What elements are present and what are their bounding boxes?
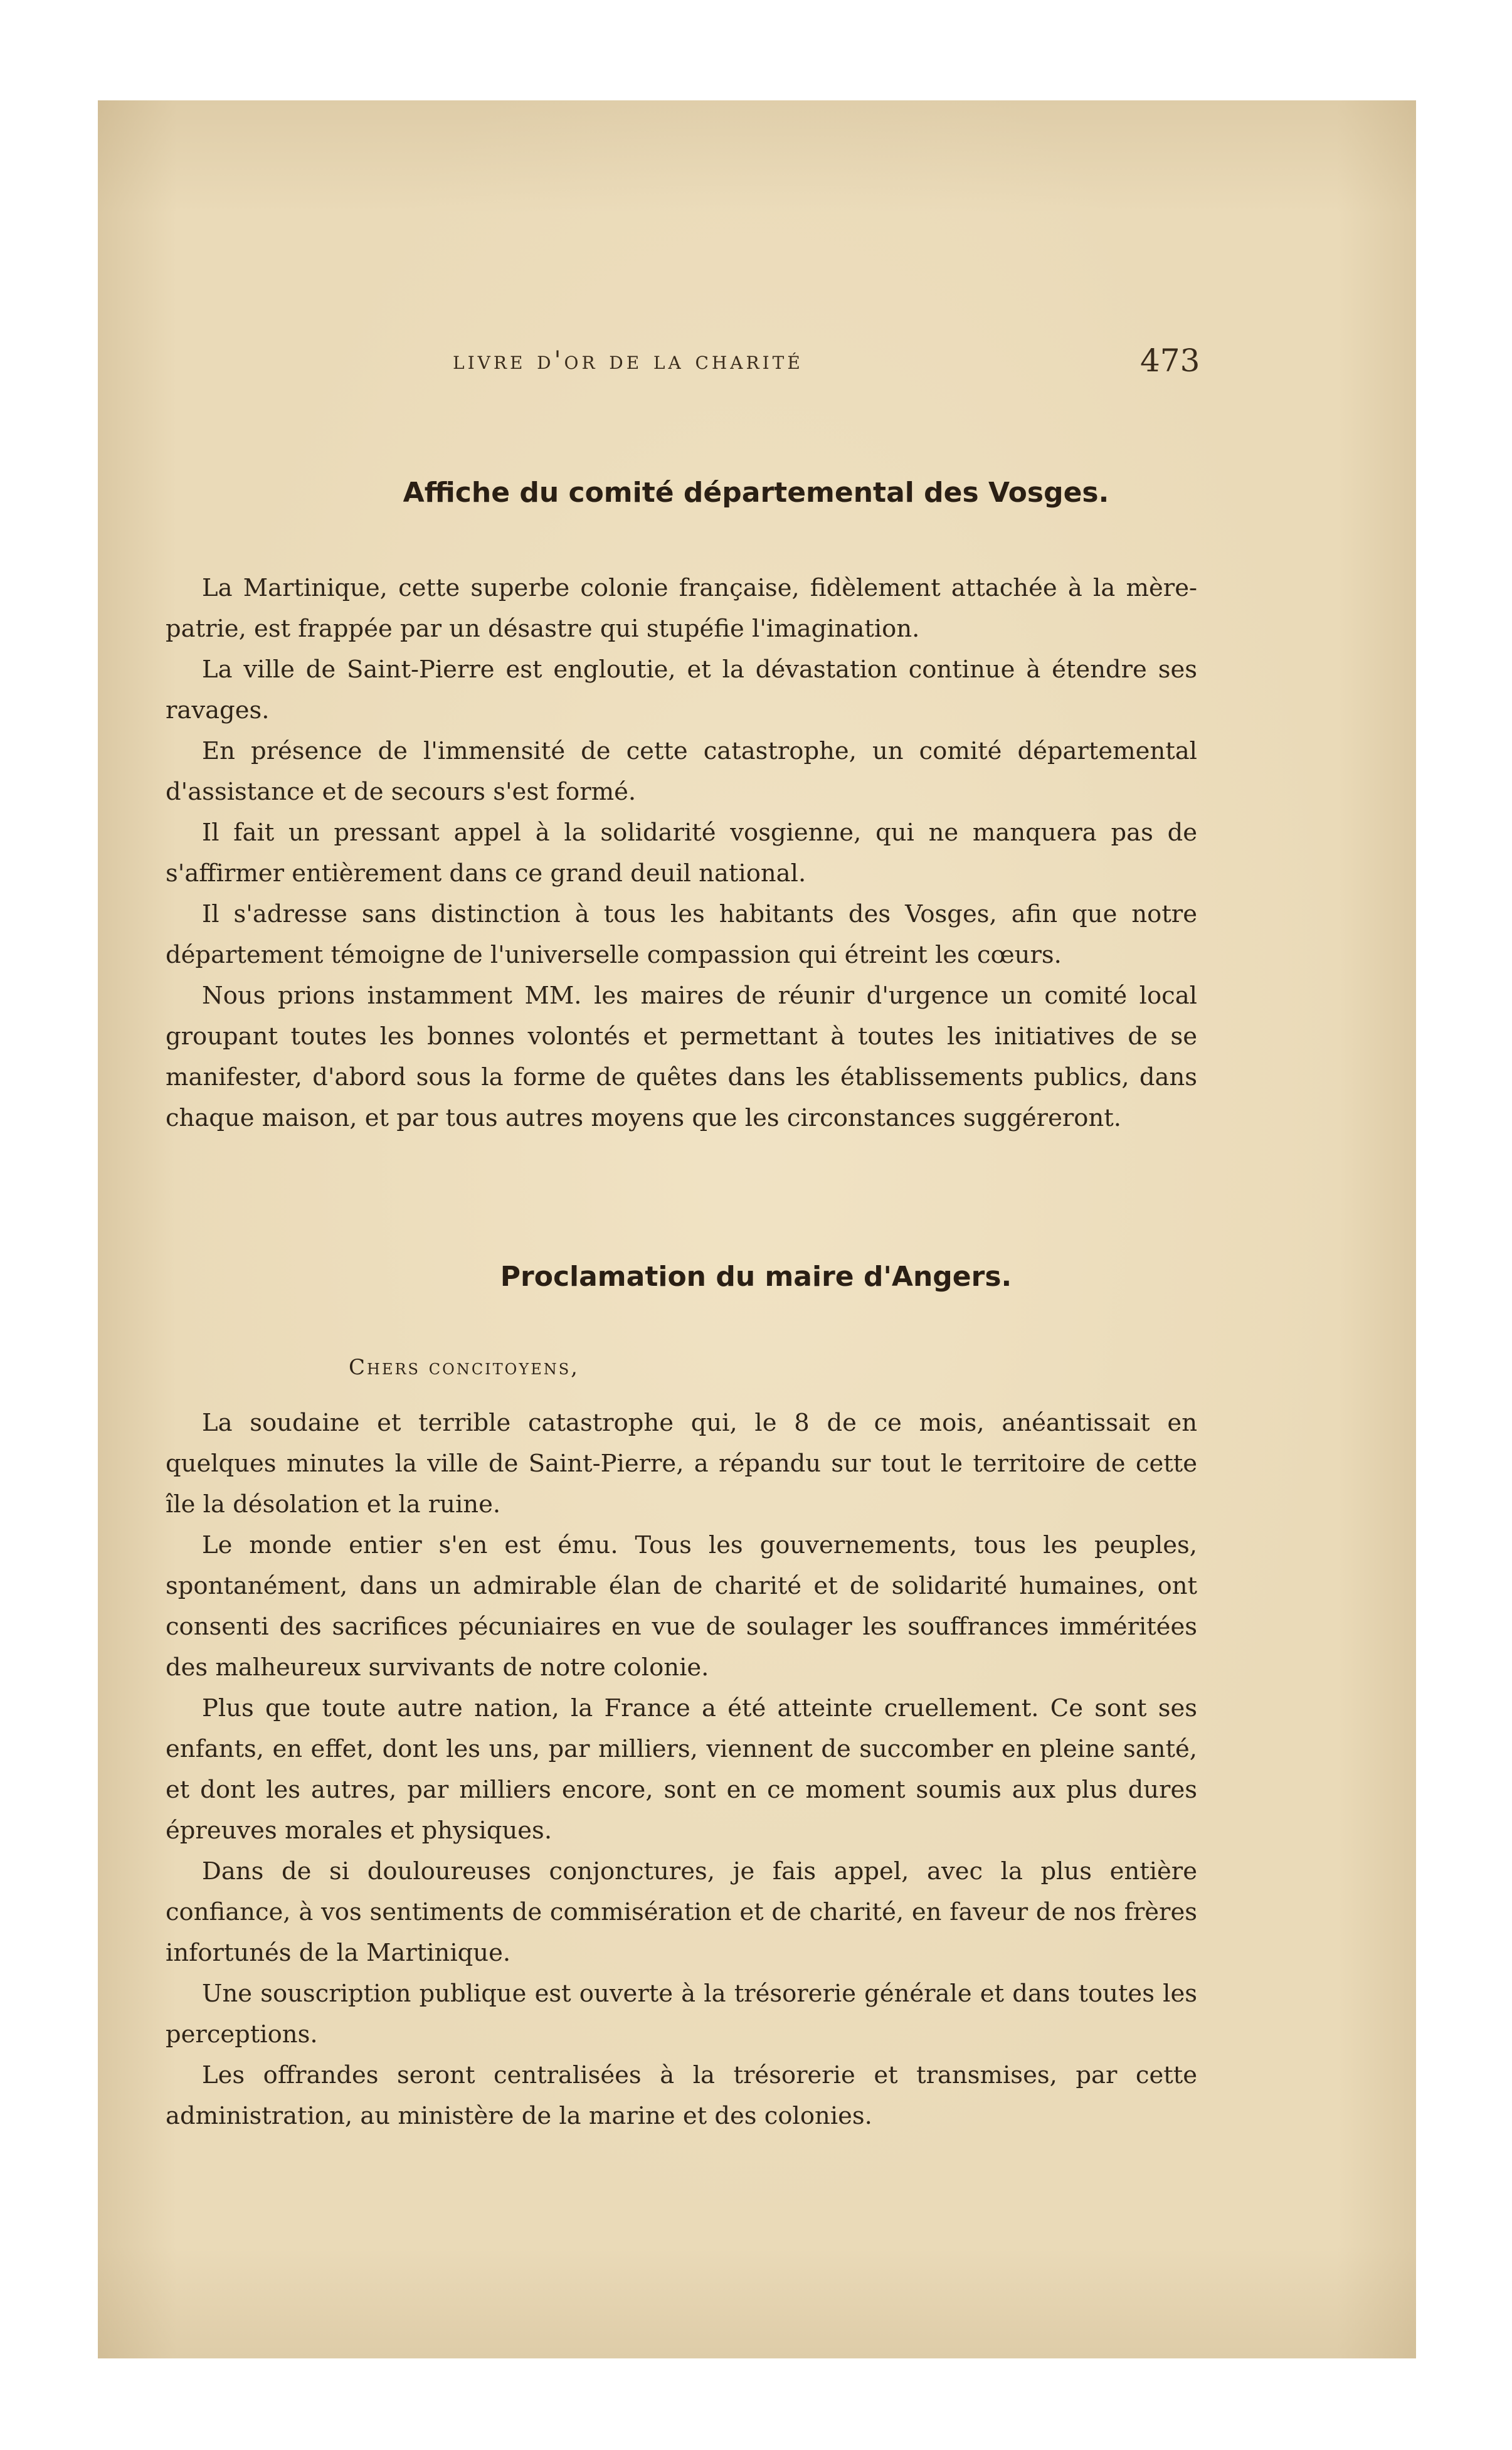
paragraph: Il s'adresse sans distinction à tous les habitants des Vosges, afin que notre département témoigne de l'universelle compassion qui étreint les cœurs. <box>166 900 1197 969</box>
section-title-vosges: Affiche du comité départemental des Vosges. <box>403 477 1109 509</box>
paragraph: Dans de si douloureuses conjonctures, je fais appel, avec la plus entière confiance, à vos sentiments de commisération et de charité, en faveur de nos frères infortunés de la Martinique. <box>166 1857 1197 1967</box>
salutation: Chers concitoyens, <box>349 1355 579 1380</box>
paragraph: Les offrandes seront centralisées à la trésorerie et transmises, par cette administration, au ministère de la marine et des colonies. <box>166 2061 1197 2130</box>
paragraph: Le monde entier s'en est ému. Tous les gouvernements, tous les peuples, spontanément, dans un admirable élan de charité et de solidarité humaines, ont consenti des sacrifices pécuniaires en vue de soulager les souffrances imméritées des malheureux survivants de notre colonie. <box>166 1531 1197 1682</box>
paragraph: La Martinique, cette superbe colonie française, fidèlement attachée à la mère-patrie, est frappée par un désastre qui stupéfie l'imagination. <box>166 574 1197 643</box>
page-number: 473 <box>1140 342 1200 379</box>
paragraph: Une souscription publique est ouverte à la trésorerie générale et dans toutes les perceptions. <box>166 1980 1197 2049</box>
paragraph: La soudaine et terrible catastrophe qui, le 8 de ce mois, anéantissait en quelques minutes la ville de Saint-Pierre, a répandu sur tout le territoire de cette île la désolation et la ruine. <box>166 1409 1197 1519</box>
paragraph: La ville de Saint-Pierre est engloutie, et la dévastation continue à étendre ses ravages. <box>166 655 1197 724</box>
paragraph: Il fait un pressant appel à la solidarité vosgienne, qui ne manquera pas de s'affirmer entièrement dans ce grand deuil national. <box>166 819 1197 888</box>
running-header <box>0 342 1512 384</box>
paragraph: Plus que toute autre nation, la France a été atteinte cruellement. Ce sont ses enfants, en effet, dont les uns, par milliers, viennent de succomber en pleine santé, et dont les autres, par milliers encore, sont en ce moment soumis aux plus dures épreuves morales et physiques. <box>166 1694 1197 1845</box>
running-title: livre d'or de la charité <box>453 346 803 375</box>
paragraph: En présence de l'immensité de cette catastrophe, un comité départemental d'assistance et de secours s'est formé. <box>166 737 1197 806</box>
section-title-angers: Proclamation du maire d'Angers. <box>500 1261 1012 1293</box>
section-body-angers <box>166 1403 1197 2136</box>
paragraph: Nous prions instamment MM. les maires de réunir d'urgence un comité local groupant toutes les bonnes volontés et permettant à toutes les initiatives de se manifester, d'abord sous la forme de quêtes dans les établissements publics, dans chaque maison, et par tous autres moyens que les circonstances suggéreront. <box>166 982 1197 1132</box>
section-body-vosges <box>166 568 1197 1138</box>
